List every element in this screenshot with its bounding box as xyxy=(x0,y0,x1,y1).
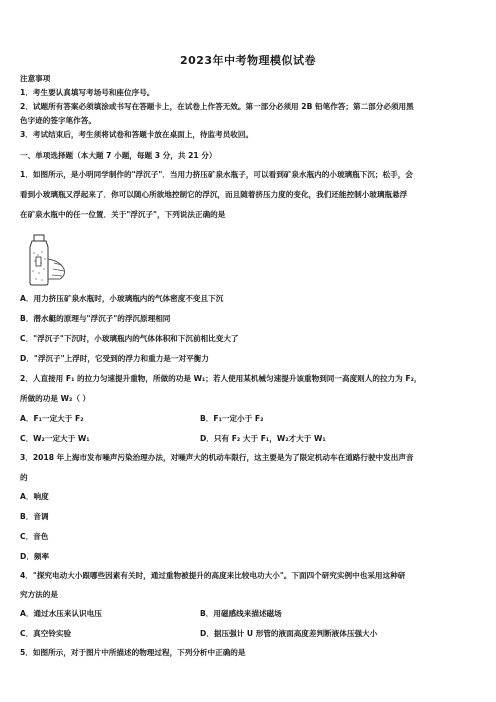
question-text: 5．如图所示，对于图片中所描述的物理过程，下列分析中正确的是 xyxy=(20,648,246,657)
option: C．W₂一定大于 W₁ xyxy=(20,434,90,443)
notice-heading: 注意事项 xyxy=(20,74,51,83)
option: C．音色 xyxy=(20,532,49,541)
section-heading: 一、单项选择题（本大题 7 小题，每题 3 分，共 21 分） xyxy=(20,151,217,160)
option: C．"浮沉子"下沉时，小玻璃瓶内的气体体积和下沉前相比变大了 xyxy=(20,334,239,343)
question-text: 2．人直接用 F₁ 的拉力匀速提升重物，所做的功是 W₁；若人使用某机械匀速提升该重物到同一高度则人的拉力为 F₂， xyxy=(20,374,422,383)
option: D．据压强计 U 形管的液面高度差判断液体压强大小 xyxy=(200,629,378,638)
question-text: 看到小玻璃瓶又浮起来了．你可以随心所欲地控制它的浮沉，而且随着挤压力度的变化，我们还能控制小玻璃瓶悬浮 xyxy=(20,190,408,199)
option: A．用力挤压矿泉水瓶时，小玻璃瓶内的气体密度不变且下沉 xyxy=(20,294,224,303)
notice-line: 1．考生要认真填写考场号和座位序号。 xyxy=(20,88,155,97)
notice-line: 色字迹的签字笔作答。 xyxy=(20,116,96,125)
question-text: 3．2018 年上海市发布噪声污染治理办法，对噪声大的机动车限行，这主要是为了限定机动车在道路行驶中发出声音 xyxy=(20,453,414,462)
option: A．响度 xyxy=(20,492,49,501)
option: B．用磁感线来描述磁场 xyxy=(200,609,282,618)
notice-line: 3．考试结束后，考生须将试卷和答题卡放在桌面上，待监考员收回。 xyxy=(20,130,254,139)
option: C．真空铃实验 xyxy=(20,629,72,638)
option: D．只有 F₂ 大于 F₁，W₂才大于 W₁ xyxy=(200,434,326,443)
option: A．F₁一定大于 F₂ xyxy=(20,414,84,423)
question-text: 所做的功是 W₂（ ） xyxy=(20,394,91,403)
option: D．"浮沉子"上浮时，它受到的浮力和重力是一对平衡力 xyxy=(20,354,209,363)
option: B．音调 xyxy=(20,512,49,521)
bottle-figure xyxy=(20,233,72,287)
question-text: 1．如图所示，是小明同学制作的"浮沉子"．当用力挤压矿泉水瓶子，可以看到矿泉水瓶内的小玻璃瓶下沉；松手，会 xyxy=(20,170,413,179)
question-text: 4．"探究电动大小跟哪些因素有关时，通过重物被提升的高度来比较电功大小"。下面四个研究实例中也采用这种研 xyxy=(20,571,406,580)
question-text: 的 xyxy=(20,473,28,482)
option: B．潜水艇的原理与"浮沉子"的浮沉原理相同 xyxy=(20,314,171,323)
notice-line: 2．试题所有答案必须填涂或书写在答题卡上，在试卷上作答无效。第一部分必须用 2B 铅笔作答；第二部分必须用黑 xyxy=(20,102,414,111)
option: A．通过水压来认识电压 xyxy=(20,609,102,618)
option: D．频率 xyxy=(20,552,50,561)
question-text: 在矿泉水瓶中的任一位置．关于"浮沉子"，下列说法正确的是 xyxy=(20,210,226,219)
option: B．F₁一定小于 F₂ xyxy=(200,414,264,423)
page-title: 2023年中考物理模似试卷 xyxy=(179,54,317,67)
question-text: 究方法的是 xyxy=(20,590,58,599)
